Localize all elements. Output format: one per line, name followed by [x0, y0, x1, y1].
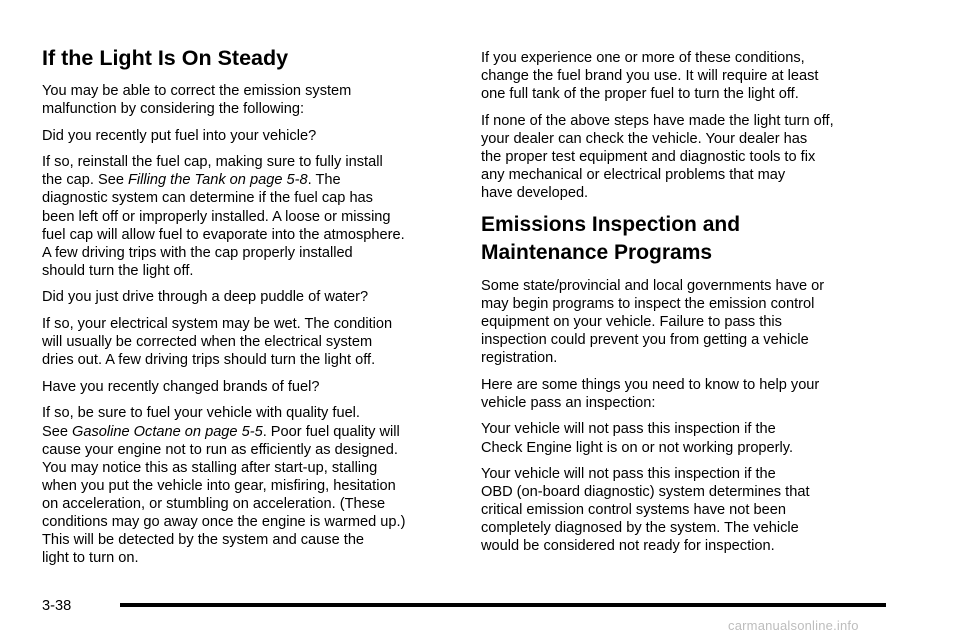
paragraph-government-programs: Some state/provincial and local governments have or may begin programs to inspect the emission control equipment on your vehicle. Failure to pass this inspection could prevent you from getting a vehicle registration.: [481, 277, 825, 367]
cross-reference-gasoline-octane[interactable]: Gasoline Octane on page 5-5: [72, 423, 263, 440]
text-run: If so, be sure to fuel your vehicle with quality fuel. See: [42, 405, 360, 440]
text-run: . Poor fuel quality will cause your engine not to run as efficiently as designed. You may notice this as stalling after start-up, stalling when you put the vehicle into gear, misfiring, hesitation on acceleration, or stumbling on acceleration. (These conditions may go away once the engine is warmed up.) This will be detected by the system and cause the light to turn on.: [42, 423, 406, 567]
paragraph-puddle-question: Did you just drive through a deep puddle of water?: [42, 289, 369, 306]
paragraph-dealer-check: If none of the above steps have made the light turn off, your dealer can check the vehicle. Your dealer has the proper test equipment and diagnostic tools to fix any mechanical or electrical problems that may have developed.: [481, 112, 834, 202]
page-number: 3-38: [42, 598, 72, 614]
paragraph-brand-question: Have you recently changed brands of fuel?: [42, 378, 320, 395]
section-heading-emissions-inspection: Emissions Inspection and Maintenance Programs: [481, 212, 741, 264]
paragraph-check-engine: Your vehicle will not pass this inspection if the Check Engine light is on or not working properly.: [481, 421, 794, 456]
left-column: [42, 44, 456, 576]
paragraph-fuel-quality: [42, 404, 456, 567]
text-run: . The diagnostic system can determine if the fuel cap has been left off or improperly installed. A loose or missing fuel cap will allow fuel to evaporate into the atmosphere. A few driving trips with the cap properly installed should turn the light off.: [42, 172, 405, 279]
paragraph-fuel-cap: [42, 153, 456, 280]
paragraph-obd-system: Your vehicle will not pass this inspection if the OBD (on-board diagnostic) system determines that critical emission control systems have not been completely diagnosed by the system. The vehicle would be considered not ready for inspection.: [481, 466, 810, 555]
paragraph-intro: You may be able to correct the emission system malfunction by considering the following:: [42, 83, 352, 118]
paragraph-fuel-question: Did you recently put fuel into your vehicle?: [42, 127, 317, 144]
paragraph-change-brand: If you experience one or more of these conditions, change the fuel brand you use. It will require at least one full tank of the proper fuel to turn the light off.: [481, 50, 819, 103]
section-heading-light-on-steady: If the Light Is On Steady: [42, 46, 289, 70]
cross-reference-filling-tank[interactable]: Filling the Tank on page 5-8: [128, 172, 308, 189]
right-column: [481, 49, 901, 564]
footer-rule: [120, 603, 886, 607]
paragraph-electrical-wet: If so, your electrical system may be wet. The condition will usually be corrected when the electrical system dries out. A few driving trips should turn the light off.: [42, 316, 393, 369]
watermark: carmanualsonline.info: [728, 618, 859, 633]
paragraph-things-to-know: Here are some things you need to know to help your vehicle pass an inspection:: [481, 376, 820, 411]
text-run: If so, reinstall the fuel cap, making sure to fully install the cap. See: [42, 154, 383, 189]
